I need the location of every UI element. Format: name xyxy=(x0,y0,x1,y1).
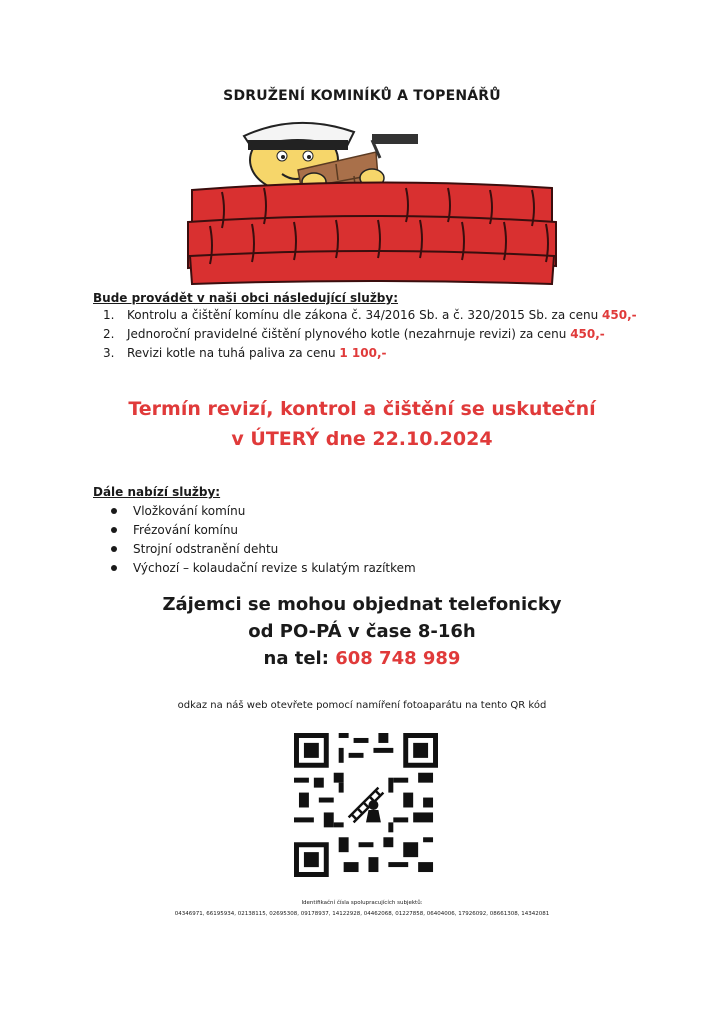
extra-services-list xyxy=(93,502,416,578)
price: 450,- xyxy=(570,327,605,341)
extra-services-heading: Dále nabízí služby: xyxy=(93,485,221,499)
qr-note: odkaz na náš web otevřete pomocí namíření fotoaparátu na tento QR kód xyxy=(177,700,547,711)
list-item: Jednoroční pravidelné čištění plynového kotle (nezahrnuje revizi) za cenu 450,- xyxy=(127,327,605,341)
list-item: Výchozí – kolaudační revize s kulatým razítkem xyxy=(133,559,416,578)
price: 1 100,- xyxy=(339,346,387,360)
services-list xyxy=(93,306,637,363)
list-item: Frézování komínu xyxy=(133,521,416,540)
list-item: Kontrolu a čištění komínu dle zákona č. 34/2016 Sb. a č. 320/2015 Sb. za cenu 450,- xyxy=(127,308,637,322)
list-item: Strojní odstranění dehtu xyxy=(133,540,416,559)
list-item: Vložkování komínu xyxy=(133,502,416,521)
contact-line3: na tel: 608 748 989 xyxy=(263,648,461,669)
list-item: Revizi kotle na tuhá paliva za cenu 1 100,- xyxy=(127,346,387,360)
page-title: SDRUŽENÍ KOMINÍKŮ A TOPENÁŘŮ xyxy=(223,88,501,104)
price: 450,- xyxy=(602,308,637,322)
ids-label: Identifikační čísla spolupracujících subjektů: xyxy=(301,900,423,906)
contact-line1: Zájemci se mohou objednat telefonicky xyxy=(162,594,562,615)
ids-list: 04346971, 66195934, 02138115, 02695308, 09178937, 14122928, 04462068, 01227858, 06404006, 17926092, 08661308, 14342081 xyxy=(174,911,550,917)
qr-code[interactable] xyxy=(294,733,438,877)
phone-number[interactable]: 608 748 989 xyxy=(335,648,461,669)
date-headline-line1: Termín revizí, kontrol a čištění se uskuteční xyxy=(128,398,596,420)
services-heading: Bude provádět v naši obci následující služby: xyxy=(93,291,399,305)
date-headline-line2: v ÚTERÝ dne 22.10.2024 xyxy=(231,428,493,450)
contact-line2: od PO-PÁ v čase 8-16h xyxy=(248,621,476,642)
chimney-sweep-illustration xyxy=(186,118,558,286)
